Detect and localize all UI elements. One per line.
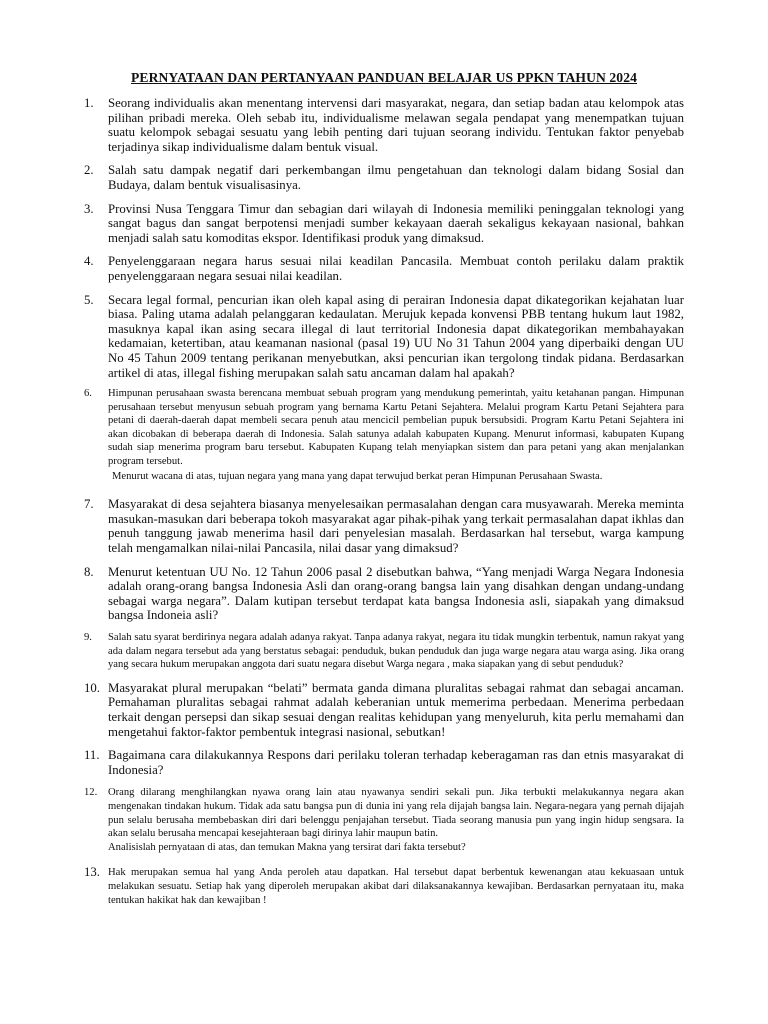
question-number: 1. xyxy=(84,96,94,110)
question-body: Orang dilarang menghilangkan nyawa orang lain atau nyawanya sendiri sekali pun. Jika terbukti melakukannya negara akan mengenakan tindakan hukum. Tidak ada satu bangsa pun di dunia ini yang rela dijajah bangsa lain. Negara-negara yang pernah dijajah pun selalu berusaha membebaskan diri dari belenggu penjajahan tersebut. Tiada seorang manusia pun yang ingin hidup sengsara. Ia akan selalu berusaha mencapai kesejahteraan bagi dirinya lahir maupun batin. xyxy=(108,787,684,840)
question-item-4 xyxy=(84,254,684,283)
question-text: Hak merupakan semua hal yang Anda peroleh atau dapatkan. Hal tersebut dapat berbentuk kewenangan atau kekuasaan untuk melakukan sesuatu. Setiap hak yang diperoleh merupakan akibat dari dilaksanakannya kewajiban. Berdasarkan pernyataan itu, maka tentukan hakikat hak dan kewajiban ! xyxy=(108,867,684,906)
question-text: Masyarakat plural merupakan “belati” bermata ganda dimana pluralitas sebagai rahmat dan sebagai ancaman. Pemahaman pluralitas sebagai rahmat adalah keberanian untuk memerima perbedaan. Menerima perbedaan terkait dengan persepsi dan sikap sesuai dengan realitas kehidupan yang menyeluruh, kita perlu memahami dan mengetahui faktor-faktor pembentuk integrasi nasional, sebutkan! xyxy=(108,680,684,739)
question-text: Provinsi Nusa Tenggara Timur dan sebagian dari wilayah di Indonesia memiliki peninggalan teknologi yang sangat bagus dan sangat berpotensi menjadi sumber kekayaan daerah sekaligus kekayaan nasional, bahkan menjadi salah satu komoditas ekspor. Identifikasi produk yang dimaksud. xyxy=(108,201,684,245)
question-number: 2. xyxy=(84,163,94,178)
question-note: Menurut wacana di atas, tujuan negara yang mana yang dapat terwujud berkat peran Himpunan Perusahaan Swasta. xyxy=(112,470,603,482)
question-number: 12. xyxy=(84,787,98,799)
question-item-8 xyxy=(84,565,684,623)
question-text: Menurut ketentuan UU No. 12 Tahun 2006 pasal 2 disebutkan bahwa, “Yang menjadi Warga Negara Indonesia adalah orang-orang bangsa Indonesia Asli dan orang-orang bangsa lain yang disahkan dengan undang-undang sebagai warga negara”. Dalam kutipan tersebut terdapat kata bangsa Indonesia asli, siapakah yang dimaksud bangsa Indoneia asli? xyxy=(108,564,684,623)
question-text: Penyelenggaraan negara harus sesuai nilai keadilan Pancasila. Membuat contoh perilaku dalam praktik penyelenggaraan negara sesuai nilai keadilan. xyxy=(108,254,684,283)
question-text: Seorang individualis akan menentang intervensi dari masyarakat, negara, dan setiap badan atau kelompok atas pilihan pribadi mereka. Oleh sebab itu, individualisme melawan segala pendapat yang menempatkan tujuan suatu kelompok sebagai sesuatu yang lebih penting dari tujuan seorang individu. Tentukan faktor penyebab terjadinya sikap individualisme dalam bentuk visual. xyxy=(108,96,684,154)
question-item-5 xyxy=(84,293,684,381)
question-note: Analisislah pernyataan di atas, dan temukan Makna yang tersirat dari fakta tersebut? xyxy=(108,841,466,853)
question-text xyxy=(108,786,684,854)
question-text: Salah satu dampak negatif dari perkembangan ilmu pengetahuan dan teknologi dalam bidang Sosial dan Budaya, dalam bentuk visualisasinya. xyxy=(108,163,684,192)
question-item-11 xyxy=(84,748,684,777)
question-item-12 xyxy=(84,786,684,854)
question-number: 3. xyxy=(84,201,94,216)
question-item-3 xyxy=(84,202,684,246)
question-item-9 xyxy=(84,631,684,672)
question-number: 9. xyxy=(84,632,92,643)
question-item-10 xyxy=(84,681,684,739)
question-number: 5. xyxy=(84,292,94,307)
question-number: 8. xyxy=(84,564,94,579)
document-title: PERNYATAAN DAN PERTANYAAN PANDUAN BELAJAR US PPKN TAHUN 2024 xyxy=(131,70,637,85)
question-number: 7. xyxy=(84,497,94,512)
question-text: Masyarakat di desa sejahtera biasanya menyelesaikan permasalahan dengan cara musyawarah. Mereka meminta masukan-masukan dari beberapa tokoh masyarakat agar pihak-pihak yang terkait permasalahan dapat ikhlas dan penuh tanggung jawab menerima hasil dari penyelesian masalah. Berdasarkan hal tersebut, warga kampung telah mengamalkan nilai-nilai Pancasila, nilai dasar yang dimaksud? xyxy=(108,497,684,556)
question-text: Himpunan perusahaan swasta berencana membuat sebuah program yang mendukung pemerintah, yaitu ketahanan pangan. Himpunan perusahaan tersebut menyusun sebuah program yang bernama Kartu Petani Sejahtera. Melalui program Kartu Petani Sejahtera para petani di daerah-daerah dapat membeli secara penuh atau mencicil pembelian pupuk bersubsidi. Program Kartu Petani Sejahtera ini akan dicobakan di beberapa daerah di Indonesia. Salah satunya adalah kabupaten Kupang. Menurut informasi, kabupaten Kupang sudah siap menerima program baru tersebut. Kabupaten Kupang telah menyiapkan sistem dan para petani yang akan menjalankan program tersebut. xyxy=(108,388,684,468)
question-text: Bagaimana cara dilakukannya Respons dari perilaku toleran terhadap keberagaman ras dan etnis masyarakat di Indonesia? xyxy=(108,748,684,777)
question-number: 11. xyxy=(84,748,100,763)
question-number: 4. xyxy=(84,254,94,269)
question-item-13 xyxy=(84,866,684,907)
question-number: 6. xyxy=(84,388,92,400)
question-item-1 xyxy=(84,96,684,154)
question-item-2 xyxy=(84,163,684,192)
question-number: 13. xyxy=(84,865,100,880)
question-item-7 xyxy=(84,497,684,555)
question-text: Salah satu syarat berdirinya negara adalah adanya rakyat. Tanpa adanya rakyat, negara itu tidak mungkin terbentuk, namun rakyat yang ada dalam negara tersebut ada yang berstatus sebagai: penduduk, bukan penduduk dan juga warge negara atau warga asing. Jika orang yang secara hukum merupakan anggota dari suatu negara disebut Warga negara , maka siapakan yang di sebut penduduk? xyxy=(108,632,684,671)
question-text: Secara legal formal, pencurian ikan oleh kapal asing di perairan Indonesia dapat dikategorikan kejahatan luar biasa. Paling utama adalah pelanggaran kedaulatan. Merujuk kepada konvensi PBB tentang hukum laut 1982, masuknya kapal ikan asing secara illegal di laut territorial Indonesia dapat dikategorikan membahayakan kedamaian, ketertiban, atau keamanan nasional (pasal 19) UU No 31 Tahun 2004 yang diperbaiki dengan UU No 45 Tahun 2009 tentang perikanan menyebutkan, aksi pencurian ikan tergolong tindak pidana. Berdasarkan artikel di atas, illegal fishing merupakan salah satu ancaman dalam hal apakah? xyxy=(108,292,684,380)
question-item-6 xyxy=(84,387,684,469)
question-number: 10. xyxy=(84,680,100,695)
